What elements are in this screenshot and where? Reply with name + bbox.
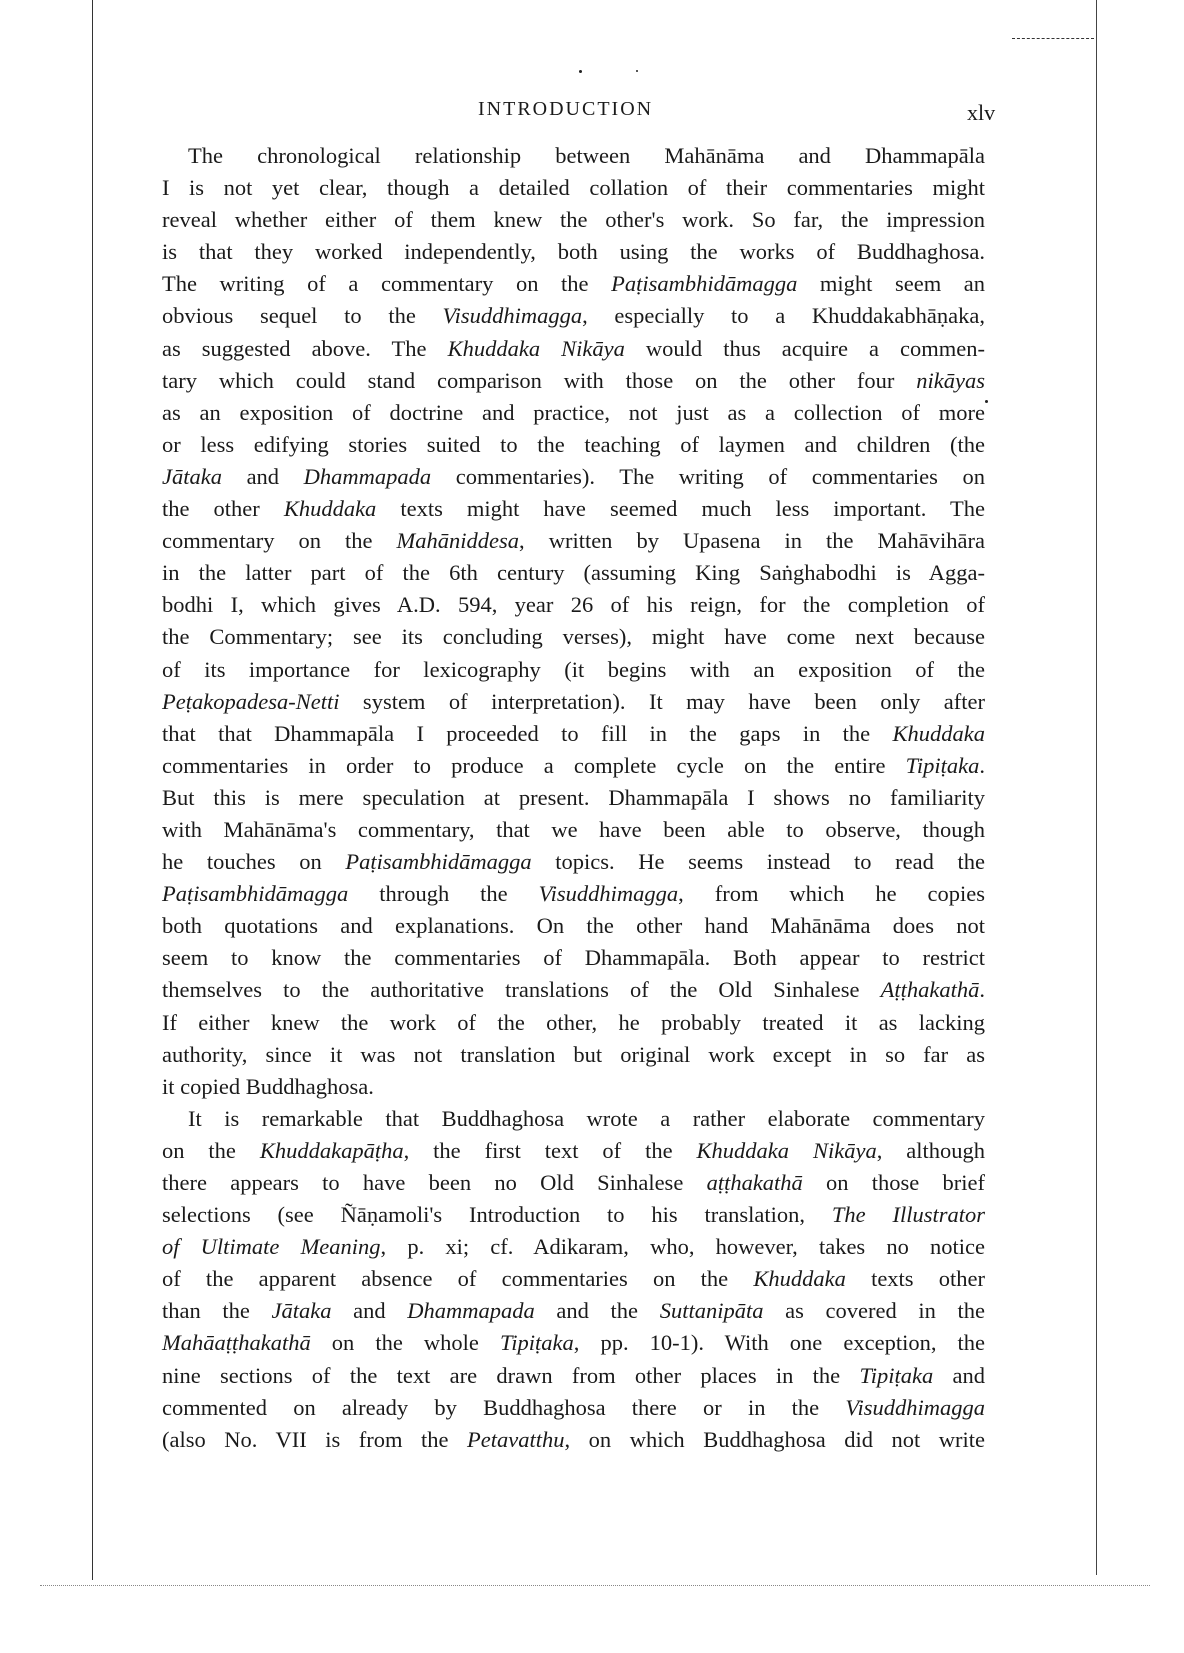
text-line: there appears to have been no Old Sinhalese aṭṭhakathā on those brief [162,1170,986,1195]
text-line: obvious sequel to the Visuddhimagga, especially to a Khuddakabhāṇaka, [162,303,985,329]
text-line: I is not yet clear, though a detailed collation of their commentaries might [162,175,985,201]
text-line: the Commentary; see its concluding verses), might have come next because [162,624,985,650]
italic-term: Paṭisambhidāmagga [611,271,798,297]
scan-speck [985,400,988,403]
text-line: than the Jātaka and Dhammapada and the Suttanipāta as covered in the [162,1298,985,1324]
text-line: Mahāaṭṭhakathā on the whole Tipiṭaka, pp. 10-1). With one exception, the [162,1330,985,1356]
text-line: bodhi I, which gives A.D. 594, year 26 of his reign, for the completion of [162,592,985,618]
scan-speck [636,70,638,72]
page-frame-left-edge [92,0,93,1580]
italic-term: Jātaka [162,463,222,489]
italic-term: Dhammapada [407,1298,535,1324]
text-line: authority, since it was not translation but original work except in so far as [162,1041,985,1067]
running-head: INTRODUCTION [478,98,654,120]
text-line: If either knew the work of the other, he probably treated it as lacking [162,1009,985,1035]
italic-term: Visuddhimagga [538,881,679,907]
text-line: the other Khuddaka texts might have seemed much less important. The [162,496,985,522]
italic-term: Paṭisambhidāmagga [345,849,532,875]
text-line: with Mahānāma's commentary, that we have been able to observe, though [162,816,985,842]
text-line: commentary on the Mahāniddesa, written by Upasena in the Mahāvihāra [162,528,985,554]
italic-term: Khuddaka [283,496,377,522]
text-line: nine sections of the text are drawn from other places in the Tipiṭaka and [162,1362,985,1388]
italic-term: Khuddakapāṭha [259,1137,404,1163]
italic-term: Dhammapada [303,463,432,489]
text-line: of Ultimate Meaning, p. xi; cf. Adikaram, who, however, takes no notice [162,1234,985,1260]
text-line: Paṭisambhidāmagga through the Visuddhimagga, from which he copies [162,881,985,907]
text-line: reveal whether either of them knew the other's work. So far, the impression [162,207,985,233]
scan-speck [579,70,582,73]
text-line: commented on already by Buddhaghosa there or in the Visuddhimagga [162,1394,985,1420]
page-frame-right-edge [1096,0,1097,1575]
italic-term: Aṭṭhakathā [880,977,980,1003]
text-line: that that Dhammapāla I proceeded to fill in the gaps in the Khuddaka [162,720,985,746]
text-line: selections (see Ñāṇamoli's Introduction to his translation, The Illustrator [162,1202,985,1228]
italic-term: Visuddhimagga [845,1394,985,1420]
italic-term: Jātaka [271,1298,332,1324]
text-line: is that they worked independently, both using the works of Buddhaghosa. [162,239,985,265]
italic-term: Peṭakopadesa-Netti [162,688,340,714]
text-line: as suggested above. The Khuddaka Nikāya would thus acquire a commen- [162,335,985,361]
text-line: he touches on Paṭisambhidāmagga topics. He seems instead to read the [162,849,986,875]
text-line: or less edifying stories suited to the teaching of laymen and children (the [162,431,985,457]
text-line: But this is mere speculation at present. Dhammapāla I shows no familiarity [162,784,985,810]
text-line: it copied Buddhaghosa. [162,1073,374,1099]
text-line: of the apparent absence of commentaries on the Khuddaka texts other [162,1266,985,1292]
text-line: The writing of a commentary on the Paṭisambhidāmagga might seem an [162,271,985,297]
paragraph [162,140,985,1103]
italic-term: nikāyas [916,367,985,393]
italic-term: Khuddaka [753,1266,846,1292]
text-line: Jātaka and Dhammapada commentaries). The writing of commentaries on [162,463,985,489]
italic-term: Mahāniddesa [396,528,520,554]
text-line: commentaries in order to produce a complete cycle on the entire Tipiṭaka. [162,752,985,778]
text-line: as an exposition of doctrine and practice, not just as a collection of more [162,399,985,425]
text-line: on the Khuddakapāṭha, the first text of the Khuddaka Nikāya, although [162,1137,985,1163]
italic-term: Khuddaka [892,720,985,746]
body-text [162,140,985,1456]
text-line: of its importance for lexicography (it begins with an exposition of the [162,656,985,682]
italic-term: Khuddaka Nikāya [696,1137,877,1163]
italic-term: Tipiṭaka [859,1362,934,1388]
italic-term: Suttanipāta [659,1298,764,1324]
text-line: The chronological relationship between Mahānāma and Dhammapāla [188,143,985,168]
text-line: It is remarkable that Buddhaghosa wrote a rather elaborate commentary [188,1105,985,1131]
italic-term: The Illustrator [831,1202,985,1228]
text-line: Peṭakopadesa-Netti system of interpretation). It may have been only after [162,688,985,714]
text-line: both quotations and explanations. On the other hand Mahānāma does not [162,913,985,939]
paragraph [162,1103,985,1456]
italic-term: aṭṭhakathā [706,1170,803,1195]
scan-artifact-rule [1012,38,1094,39]
text-line: themselves to the authoritative translations of the Old Sinhalese Aṭṭhakathā. [162,977,985,1003]
text-line: (also No. VII is from the Petavatthu, on which Buddhaghosa did not write [162,1426,985,1452]
page-frame-bottom-edge [40,1585,1150,1586]
italic-term: Paṭisambhidāmagga [162,881,349,907]
italic-term: of Ultimate Meaning [162,1234,381,1260]
italic-term: Visuddhimagga [442,303,583,329]
text-line: tary which could stand comparison with those on the other four nikāyas [162,367,985,393]
italic-term: Khuddaka Nikāya [447,335,625,361]
text-line: seem to know the commentaries of Dhammapāla. Both appear to restrict [162,945,985,971]
italic-term: Tipiṭaka [905,752,980,778]
text-line: in the latter part of the 6th century (assuming King Saṅghabodhi is Agga- [162,560,985,586]
italic-term: Tipiṭaka [499,1330,574,1356]
italic-term: Petavatthu [467,1426,565,1452]
italic-term: Mahāaṭṭhakathā [162,1330,311,1356]
page-number: xlv [967,100,996,125]
